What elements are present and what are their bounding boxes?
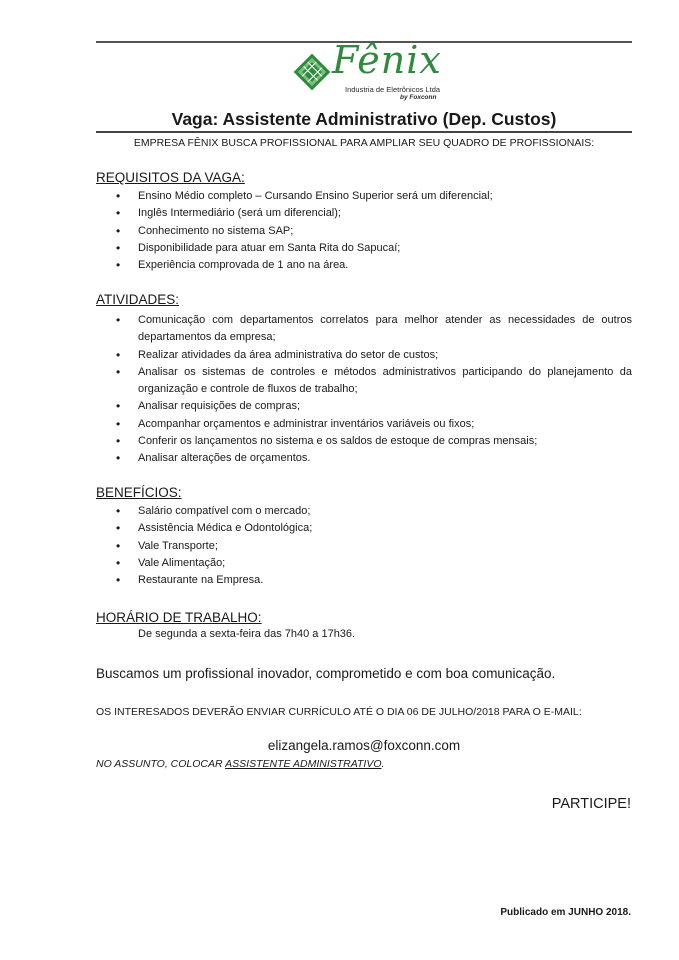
title-divider — [96, 131, 632, 133]
company-logo — [290, 38, 450, 104]
list-item: • Realizar atividades da área administrativa do setor de custos; — [96, 347, 632, 364]
logo-subtitle: Industria de Eletrônicos Ltda — [345, 85, 441, 94]
list-item: • Inglês Intermediário (será um diferencial); — [96, 205, 632, 222]
contact-email: elizangela.ramos@foxconn.com — [267, 738, 461, 753]
schedule-text: De segunda a sexta-feira das 7h40 a 17h36. — [138, 628, 356, 640]
list-item: • Experiência comprovada de 1 ano na área. — [96, 257, 632, 274]
list-item: • Analisar os sistemas de controles e métodos administrativos participando do planejamento da organização e controle de fluxos de trabalho; — [96, 364, 632, 399]
list-item: • Disponibilidade para atuar em Santa Rita do Sapucaí; — [96, 240, 632, 257]
list-item: • Conhecimento no sistema SAP; — [96, 223, 632, 240]
benefits-heading: BENEFÍCIOS: — [96, 485, 182, 500]
published-date: Publicado em JUNHO 2018. — [500, 907, 631, 918]
list-item: • Salário compatível com o mercado; — [96, 503, 632, 520]
subject-emphasis: ASSISTENTE ADMINISTRATIVO — [225, 758, 382, 770]
logo-name: Fênix — [332, 38, 442, 82]
requirements-list — [96, 188, 632, 274]
list-item: • Comunicação com departamentos correlatos para melhor atender as necessidades de outros departamentos da empresa; — [96, 312, 632, 347]
list-item: • Vale Alimentação; — [96, 555, 632, 572]
requirements-heading: REQUISITOS DA VAGA: — [96, 170, 245, 185]
subject-instruction — [96, 758, 384, 770]
logo-by-foxconn: by Foxconn — [400, 94, 437, 101]
circuit-logo-icon — [290, 50, 334, 94]
benefits-list — [96, 503, 632, 589]
list-item: • Acompanhar orçamentos e administrar inventários variáveis ou fixos; — [96, 416, 632, 433]
application-instructions: OS INTERESADOS DEVERÃO ENVIAR CURRÍCULO ATÉ O DIA 06 DE JULHO/2018 PARA O E-MAIL: — [96, 706, 582, 718]
schedule-heading: HORÁRIO DE TRABALHO: — [96, 610, 262, 625]
subject-suffix: . — [381, 758, 385, 770]
activities-list — [96, 312, 632, 468]
list-item: • Conferir os lançamentos no sistema e os saldos de estoque de compras mensais; — [96, 433, 632, 450]
candidate-pitch: Buscamos um profissional inovador, comprometido e com boa comunicação. — [96, 666, 556, 681]
list-item: • Analisar requisições de compras; — [96, 398, 632, 415]
list-item: • Analisar alterações de orçamentos. — [96, 450, 632, 467]
subject-prefix: NO ASSUNTO, COLOCAR — [96, 758, 226, 770]
list-item: • Vale Transporte; — [96, 538, 632, 555]
list-item: • Assistência Médica e Odontológica; — [96, 520, 632, 537]
list-item: • Restaurante na Empresa. — [96, 572, 632, 589]
page-title: Vaga: Assistente Administrativo (Dep. Custos) — [171, 109, 557, 129]
call-to-action: PARTICIPE! — [551, 796, 631, 812]
headline: EMPRESA FÊNIX BUSCA PROFISSIONAL PARA AMPLIAR SEU QUADRO DE PROFISSIONAIS: — [133, 137, 595, 149]
list-item: • Ensino Médio completo – Cursando Ensino Superior será um diferencial; — [96, 188, 632, 205]
activities-heading: ATIVIDADES: — [96, 292, 180, 307]
